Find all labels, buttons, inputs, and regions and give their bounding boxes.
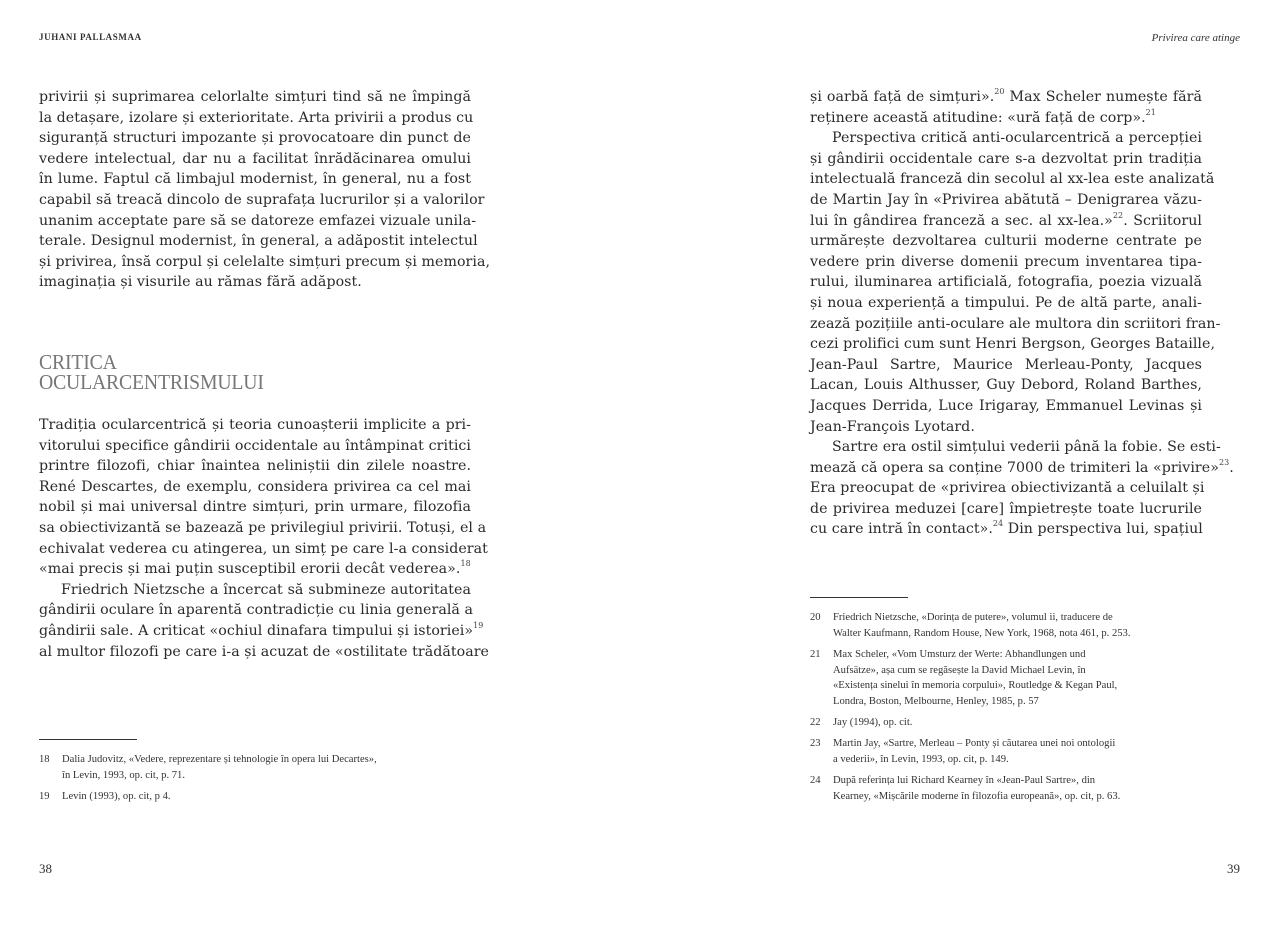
running-header-title: Privirea care atinge — [1151, 32, 1240, 44]
text-line: la detașare, izolare și exterioritate. Arta privirii a produs cu — [39, 109, 474, 126]
footnote-line: Martin Jay, «Sartre, Merleau – Ponty și căutarea unei noi ontologii — [833, 738, 1116, 749]
text-line — [810, 457, 1234, 479]
text-line: Jean-Paul Sartre, Maurice Merleau-Ponty, Jacques — [810, 356, 1202, 373]
text-line: imaginația și visurile au rămas fără adăpost. — [39, 274, 362, 291]
text-line: al multor filozofi pe care i-a și acuzat de «ostilitate trădătoare — [39, 643, 489, 660]
text-line: printre filozofi, chiar înaintea neliniștii din zilele noastre. — [39, 458, 471, 475]
text-run: Max Scheler numește fără — [1004, 89, 1202, 105]
footnote-ref-20[interactable]: 20 — [994, 87, 1005, 96]
footnote-number: 21 — [810, 649, 821, 660]
text-line: Perspectiva critică anti-ocularcentrică a percepției — [832, 130, 1202, 147]
footnote-line: Friedrich Nietzsche, «Dorința de putere», volumul ii, traducere de — [833, 612, 1113, 623]
text-line — [39, 559, 471, 580]
text-line: zează pozițiile anti-oculare ale multora din scriitori fran- — [810, 315, 1221, 332]
text-line — [810, 211, 1202, 232]
footnote-line: Kearney, «Mișcările moderne în filozofia europeană», op. cit, p. 63. — [833, 790, 1121, 802]
running-header-author: JUHANI PALLASMAA — [39, 32, 142, 42]
text-line: Friedrich Nietzsche a încercat să submineze autoritatea — [61, 581, 471, 598]
text-line: echivalat vederea cu atingerea, un simț pe care l-a considerat — [39, 540, 488, 557]
text-line: și gândirii occidentale care s-a dezvoltat prin tradiția — [810, 150, 1202, 167]
footnote-ref-18[interactable]: 18 — [460, 559, 471, 569]
footnote-ref-22[interactable]: 22 — [1112, 210, 1124, 220]
footnote-line: Max Scheler, «Vom Umsturz der Werte: Abhandlungen und — [833, 649, 1086, 660]
paragraph-intro — [39, 87, 491, 293]
text-run: «mai precis și mai puțin susceptibil erorii decât vederea». — [39, 561, 461, 578]
text-line: Era preocupat de «privirea obiectivizantă a celuilalt și — [810, 480, 1205, 497]
footnote-ref-24[interactable]: 24 — [992, 519, 1004, 529]
text-run: mează că opera sa conține 7000 de trimiteri la «privire» — [810, 459, 1219, 476]
footnote-number: 19 — [39, 791, 50, 802]
section-heading — [39, 352, 264, 392]
footnote-separator — [810, 597, 908, 598]
footnote-line: Londra, Boston, Melbourne, Henley, 1985, p. 57 — [833, 695, 1039, 707]
text-run: și oarbă față de simțuri». — [810, 89, 995, 105]
footnote-line: «Existența sinelui în memoria corpului», Routledge & Kegan Paul, — [833, 680, 1118, 691]
text-line: Sartre era ostil simțului vederii până la fobie. Se esti- — [832, 439, 1221, 456]
text-line: și noua experiență a timpului. Pe de altă parte, anali- — [810, 294, 1202, 311]
text-line: în lume. Faptul că limbajul modernist, în general, nu a fost — [39, 171, 471, 188]
text-line: rului, iluminarea artificială, fotografia, poezia vizuală — [810, 274, 1202, 291]
text-line: René Descartes, de exemplu, considera privirea ca cel mai — [39, 478, 471, 495]
footnote-line: Walter Kaufmann, Random House, New York, 1968, nota 461, p. 253. — [833, 627, 1131, 639]
text-line: de privirea meduzei [care] împietrește toate lucrurile — [810, 500, 1202, 517]
text-line: Lacan, Louis Althusser, Guy Debord, Roland Barthes, — [810, 377, 1202, 394]
paragraph-tradition — [39, 415, 489, 662]
footnote-ref-21[interactable]: 21 — [1145, 107, 1156, 117]
heading-line: CRITICA — [39, 350, 117, 374]
text-line: gândirii oculare în aparentă contradicție cu linia generală a — [39, 602, 473, 619]
footnote-text — [833, 647, 1117, 709]
footnote-line: Dalia Judovitz, «Vedere, reprezentare și tehnologie în opera lui Decartes», — [62, 754, 377, 765]
page-number: 39 — [1227, 861, 1240, 876]
paragraph-continuation — [810, 87, 1234, 540]
text-run: Din perspectiva lui, spațiul — [1003, 521, 1203, 538]
text-line: sa obiectivizantă se bazează pe privilegiul privirii. Totuși, el a — [39, 519, 487, 536]
text-line: vedere intelectual, dar nu a facilitat înrădăcinarea omului — [39, 150, 471, 167]
footnote-ref-23[interactable]: 23 — [1218, 457, 1230, 467]
footnote-separator — [39, 739, 137, 740]
text-line: vitorului specifice gândirii occidentale au întâmpinat critici — [39, 437, 471, 454]
footnote-line: a vederii», în Levin, 1993, op. cit, p. 149. — [833, 753, 1009, 765]
footnote-text — [62, 789, 171, 805]
right-page — [640, 0, 1280, 931]
text-line: capabil să treacă dincolo de suprafața lucrurilor și a valorilor — [39, 191, 485, 208]
text-line: cezi prolifici cum sunt Henri Bergson, Georges Bataille, — [810, 336, 1216, 353]
footnote-line: Jay (1994), op. cit. — [833, 717, 913, 728]
text-line — [810, 108, 1202, 129]
heading-line: OCULARCENTRISMULUI — [39, 370, 264, 394]
footnote-text — [62, 752, 377, 783]
page-number: 38 — [39, 861, 52, 876]
footnote-text — [833, 773, 1120, 804]
text-line: nobil și mai universal dintre simțuri, prin urmare, filozofia — [39, 499, 471, 516]
text-line: siguranță structuri impozante și provocatoare din punct de — [39, 130, 471, 147]
text-run: . — [1229, 459, 1234, 476]
footnote-line: în Levin, 1993, op. cit, p. 71. — [62, 769, 185, 781]
footnote-text — [833, 610, 1131, 641]
footnote-text — [833, 715, 912, 731]
footnote-line: Aufsätze», așa cum se regăsește la David Michael Levin, în — [833, 664, 1086, 676]
footnote-number: 22 — [810, 717, 821, 728]
footnote-line: Levin (1993), op. cit, p 4. — [62, 791, 171, 802]
footnote-number: 24 — [810, 775, 821, 786]
text-run: gândirii sale. A criticat «ochiul dinafara timpului și istoriei» — [39, 622, 474, 639]
text-line — [810, 519, 1202, 540]
text-line: Jean-François Lyotard. — [810, 418, 975, 435]
text-line: și privirea, însă corpul și celelalte simțuri precum și memoria, — [39, 253, 491, 270]
text-line: de Martin Jay în «Privirea abătută – Denigrarea văzu- — [810, 191, 1202, 208]
text-line: terale. Designul modernist, în general, a adăpostit intelectul — [39, 233, 478, 250]
text-line: privirii și suprimarea celorlalte simțuri tind să ne împingă — [39, 89, 471, 105]
text-line — [810, 87, 1202, 108]
footnote-number: 23 — [810, 738, 821, 749]
text-line: intelectuală franceză din secolul al xx-lea este analizată — [810, 171, 1215, 188]
text-line: Jacques Derrida, Luce Irigaray, Emmanuel Levinas și — [810, 397, 1202, 414]
text-run: reținere această atitudine: «ură față de corp». — [810, 109, 1146, 126]
footnote-number: 18 — [39, 754, 50, 765]
text-line — [39, 620, 484, 642]
text-line: vedere prin diverse domenii precum inventarea tipa- — [810, 253, 1202, 270]
text-run: cu care intră în contact». — [810, 521, 993, 538]
footnote-text — [833, 736, 1115, 767]
footnote-ref-19[interactable]: 19 — [473, 620, 484, 630]
footnote-line: După referința lui Richard Kearney în «Jean-Paul Sartre», din — [833, 775, 1096, 786]
text-line: urmărește dezvoltarea culturii moderne centrate pe — [810, 233, 1202, 250]
footnote-number: 20 — [810, 612, 821, 623]
text-run: . Scriitorul — [1123, 212, 1202, 229]
text-line: Tradiția ocularcentrică și teoria cunoașterii implicite a pri- — [39, 417, 471, 433]
text-line: unanim acceptate pare să se datoreze emfazei vizuale unila- — [39, 212, 477, 229]
text-run: lui în gândirea franceză a sec. al xx-lea.» — [810, 212, 1113, 229]
